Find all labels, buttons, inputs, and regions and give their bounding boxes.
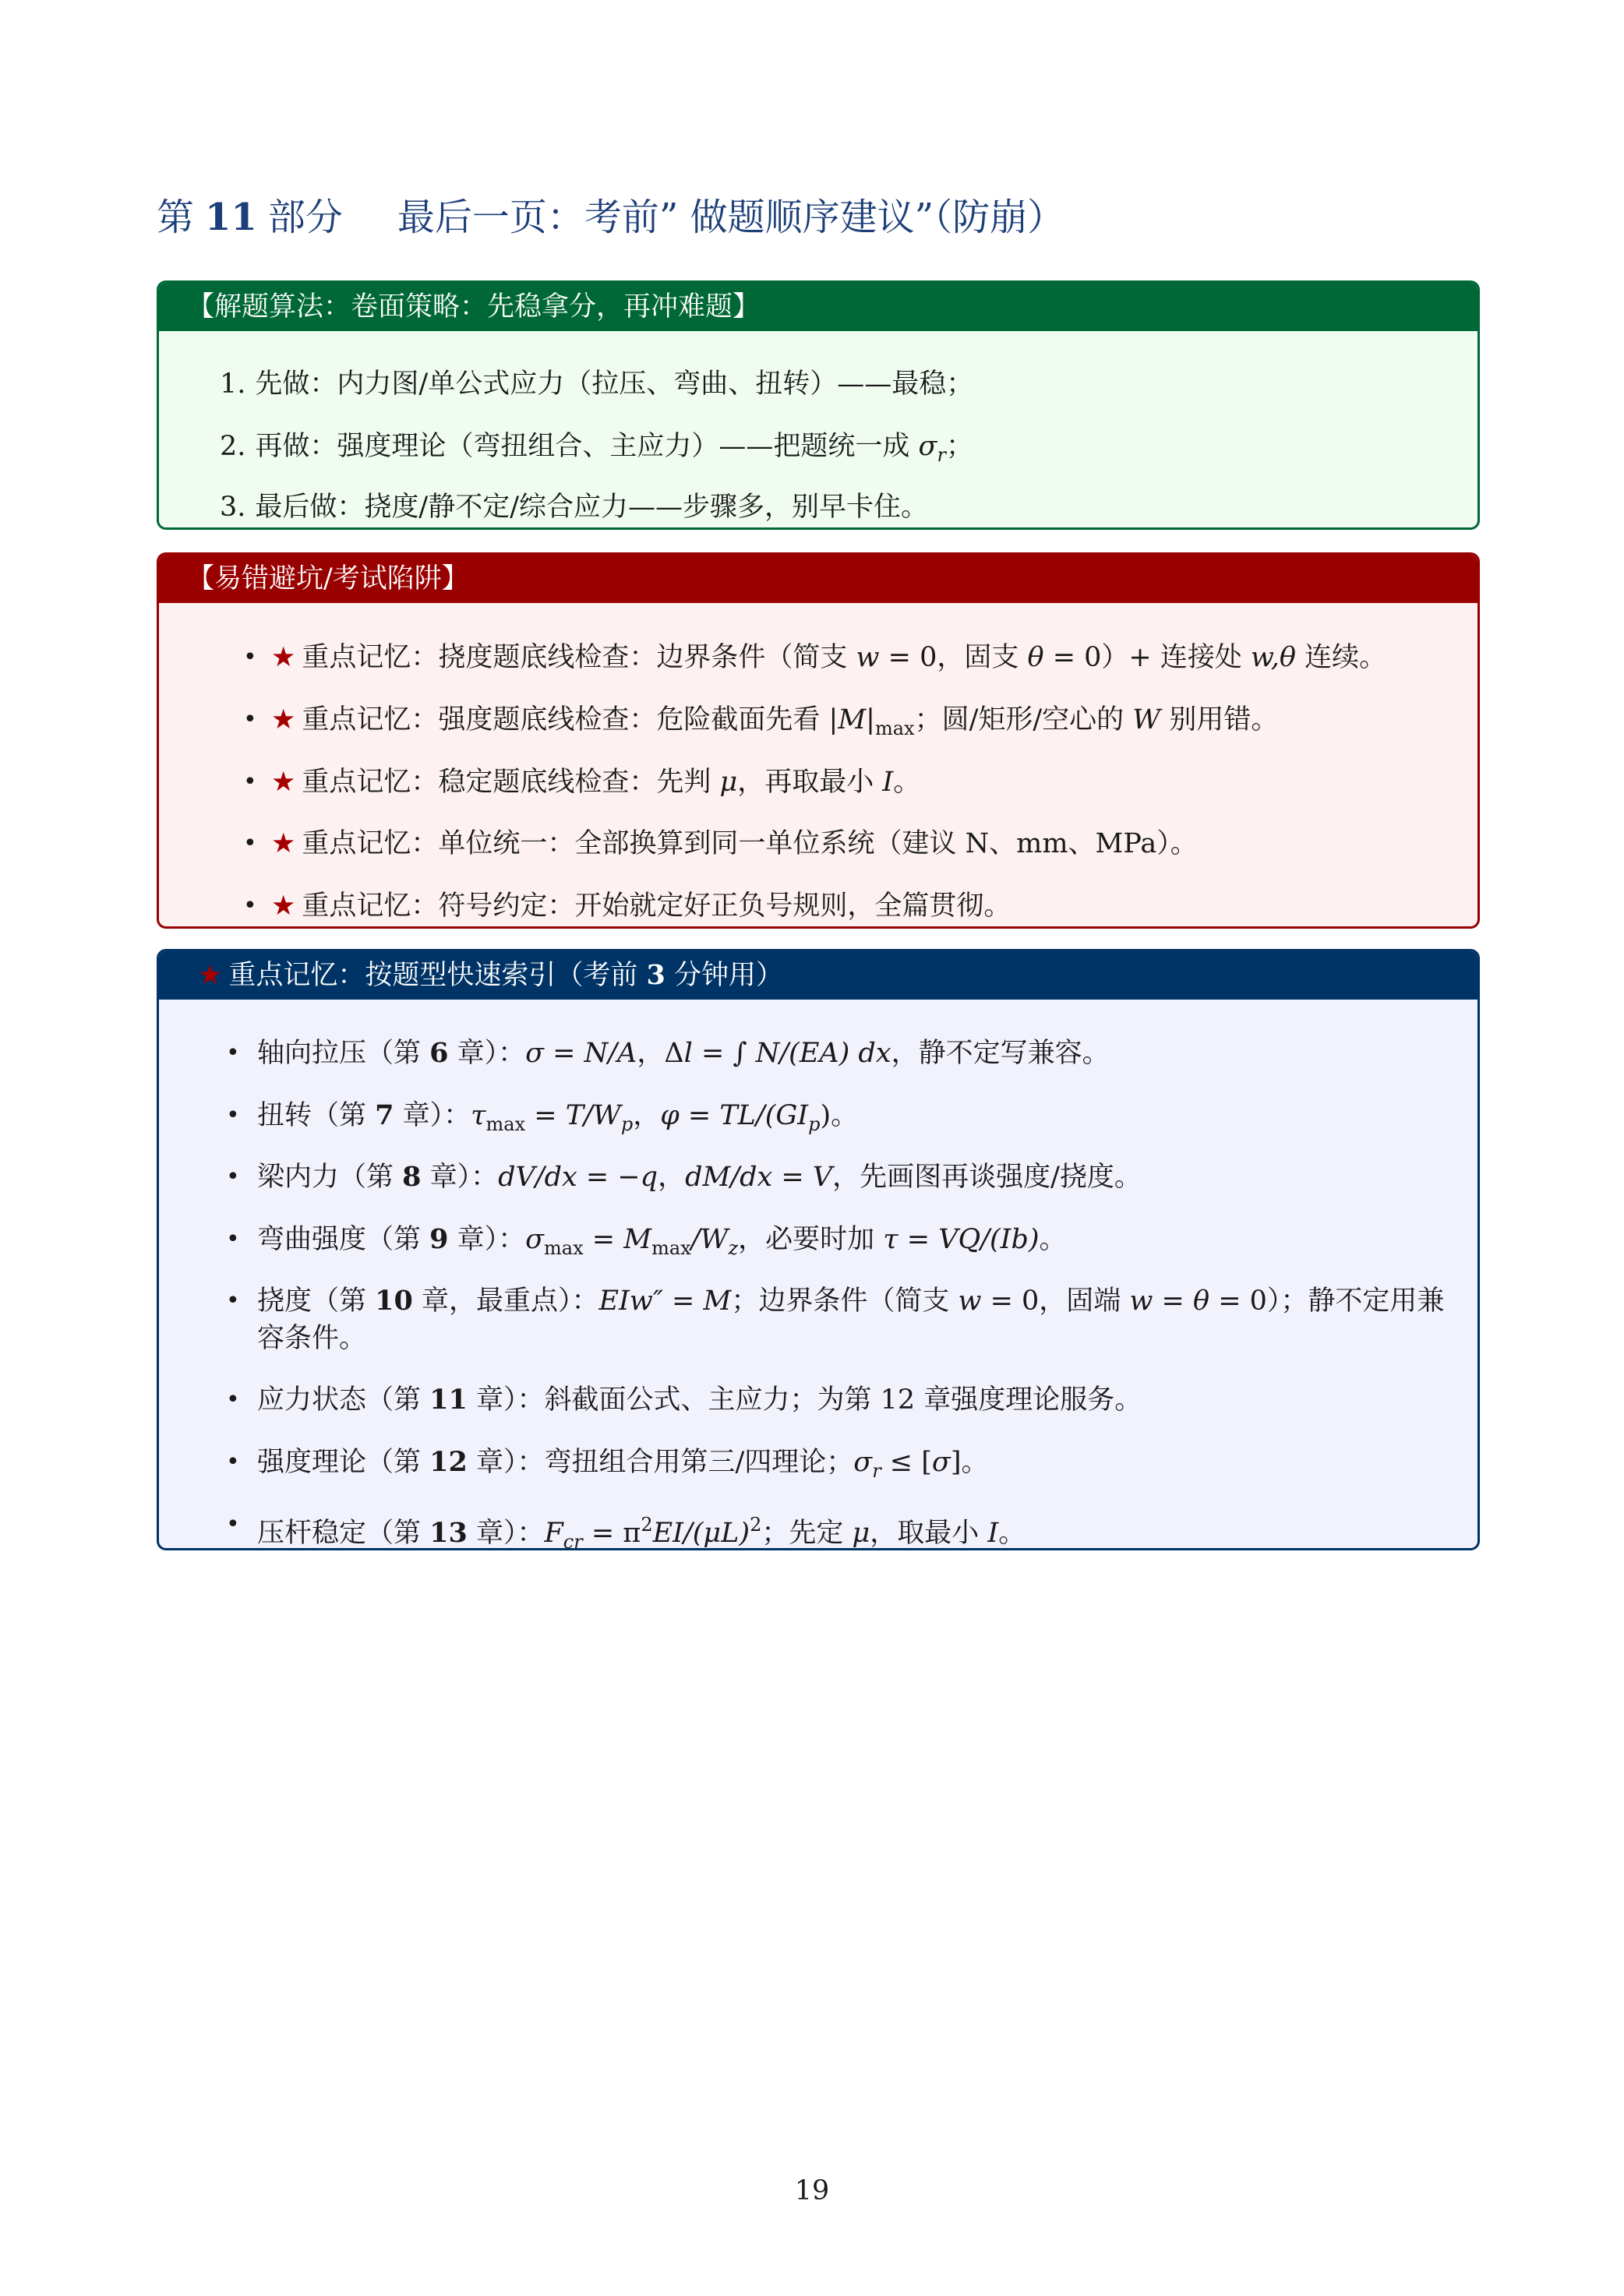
text-segment: = 0，固端 xyxy=(981,1286,1130,1317)
math-term: M xyxy=(623,1224,652,1255)
text-segment: ，先画图再谈强度/挠度。 xyxy=(832,1162,1142,1193)
text-segment: = xyxy=(679,1100,720,1131)
math-term: TL/(GI xyxy=(719,1100,809,1131)
bullet-icon: • xyxy=(226,1386,240,1413)
math-term: M xyxy=(838,704,867,735)
math-term: cr xyxy=(563,1531,583,1550)
bullet-icon: • xyxy=(243,644,257,671)
index-item xyxy=(257,1282,1457,1357)
math-term: σ xyxy=(931,1447,951,1478)
text-segment: 梁内力（第 xyxy=(257,1162,403,1193)
math-term: z xyxy=(728,1237,739,1259)
text-segment: 弯曲强度（第 xyxy=(257,1224,430,1255)
math-term: p xyxy=(808,1113,821,1135)
bullet-icon: • xyxy=(226,1102,240,1129)
quick-index-box xyxy=(157,949,1480,1550)
text-segment: 重点记忆：单位统一：全部换算到同一单位系统（建议 N、mm、MPa）。 xyxy=(302,828,1198,859)
part-number: 11 xyxy=(205,196,257,239)
math-term: σ xyxy=(525,1224,545,1255)
text-segment: 10 xyxy=(375,1285,413,1317)
math-term: w xyxy=(856,642,880,673)
page-number: 19 xyxy=(794,2175,830,2206)
math-term: T/W xyxy=(565,1100,621,1131)
math-term: VQ/(Ib) xyxy=(938,1224,1040,1255)
bullet-icon: • xyxy=(243,830,257,857)
text-segment: ，再取最小 xyxy=(737,767,883,798)
bullet-icon: • xyxy=(243,706,257,733)
math-term: w xyxy=(1129,1286,1153,1317)
math-term: r xyxy=(937,444,946,466)
index-item xyxy=(257,1506,1026,1550)
text-segment: ，静不定写兼容。 xyxy=(891,1038,1110,1069)
text-segment: 3 xyxy=(646,959,665,991)
pitfalls-box-header: 【易错避坑/考试陷阱】 xyxy=(159,555,1477,603)
numbered-item xyxy=(220,365,973,403)
math-term: φ xyxy=(660,1100,680,1131)
pitfall-item xyxy=(271,887,1011,925)
math-term: F xyxy=(544,1518,563,1549)
text-segment: ，Δ xyxy=(637,1038,684,1069)
item-number: 2. xyxy=(220,431,246,462)
bullet-icon: • xyxy=(226,1448,240,1476)
text-segment: 重点记忆：强度题底线检查：危险截面先看 | xyxy=(302,704,838,735)
index-item xyxy=(257,1035,1110,1072)
text-segment: = 0）；静不定用兼容条件。 xyxy=(257,1286,1445,1354)
pitfall-item xyxy=(271,639,1386,676)
math-term: M xyxy=(703,1286,732,1317)
text-segment: ， xyxy=(633,1100,661,1131)
text-segment: 压杆稳定（第 xyxy=(257,1518,430,1549)
bullet-icon: • xyxy=(226,1163,240,1190)
bullet-icon: • xyxy=(243,892,257,919)
math-term: l xyxy=(683,1038,693,1069)
text-segment: 先做：内力图/单公式应力（拉压、弯曲、扭转）——最稳； xyxy=(255,369,974,400)
numbered-item xyxy=(220,428,973,474)
text-segment: = xyxy=(544,1038,584,1069)
text-segment: 2 xyxy=(641,1514,653,1536)
math-term: μ xyxy=(852,1518,870,1549)
pitfalls-box xyxy=(157,552,1480,929)
text-segment: 强度理论（第 xyxy=(257,1447,430,1478)
text-segment: 别用错。 xyxy=(1160,704,1279,735)
text-segment: 章）： xyxy=(421,1162,499,1193)
bullet-icon: • xyxy=(226,1039,240,1067)
text-segment: 。 xyxy=(1039,1224,1067,1255)
text-segment: = xyxy=(583,1224,624,1255)
math-term: r xyxy=(872,1460,881,1482)
text-segment: = − xyxy=(577,1162,641,1193)
math-term: /W xyxy=(690,1224,729,1255)
text-segment: 章）： xyxy=(467,1518,545,1549)
section-title xyxy=(157,187,1064,241)
math-term: I xyxy=(987,1518,999,1549)
text-segment: 挠度（第 xyxy=(257,1286,376,1317)
math-term: N/(EA) dx xyxy=(755,1038,891,1069)
text-segment: 9 xyxy=(429,1223,449,1255)
math-term: V xyxy=(812,1162,833,1193)
text-segment: ，取最小 xyxy=(870,1518,988,1549)
math-term: I xyxy=(882,767,894,798)
text-segment: 扭转（第 xyxy=(257,1100,376,1131)
text-segment: 连续。 xyxy=(1296,642,1387,673)
text-segment: = π xyxy=(582,1518,641,1549)
text-segment: 章）：斜截面公式、主应力；为第 12 章强度理论服务。 xyxy=(467,1384,1142,1416)
math-term: EIw″ xyxy=(598,1286,663,1317)
pitfall-item xyxy=(271,825,1198,862)
text-segment: = xyxy=(772,1162,813,1193)
index-item xyxy=(257,1381,1142,1419)
item-number: 1. xyxy=(220,369,246,400)
text-segment: max xyxy=(651,1237,691,1259)
text-segment: max xyxy=(485,1113,526,1135)
math-term: p xyxy=(620,1113,634,1135)
text-segment: 2 xyxy=(750,1514,762,1536)
bullet-icon: • xyxy=(243,768,257,795)
text-segment: = 0）+ 连接处 xyxy=(1043,642,1251,673)
math-term: θ xyxy=(1027,642,1044,673)
strategy-box xyxy=(157,280,1480,530)
text-segment: 7 xyxy=(375,1099,394,1131)
bullet-icon: • xyxy=(226,1226,240,1253)
pitfall-item xyxy=(271,764,920,801)
math-term: w xyxy=(958,1286,982,1317)
text-segment: 6 xyxy=(429,1037,449,1069)
text-segment: | xyxy=(866,704,875,735)
text-segment: = xyxy=(662,1286,704,1317)
math-term: θ xyxy=(1192,1286,1210,1317)
text-segment: 11 xyxy=(429,1384,468,1416)
text-segment: 应力状态（第 xyxy=(257,1384,430,1416)
text-segment: 轴向拉压（第 xyxy=(257,1038,430,1069)
math-term: w,θ xyxy=(1251,642,1297,673)
text-segment: = xyxy=(1153,1286,1193,1317)
star-icon: ★ xyxy=(271,767,296,798)
pitfall-item xyxy=(271,701,1278,747)
index-item xyxy=(257,1444,988,1490)
text-segment: = xyxy=(898,1224,939,1255)
index-item xyxy=(257,1221,1067,1267)
text-segment: ≤ [ xyxy=(881,1447,932,1478)
text-segment: 重点记忆：按题型快速索引（考前 xyxy=(228,960,647,991)
text-segment: 章）：弯扭组合用第三/四理论； xyxy=(467,1447,854,1478)
text-segment: 。 xyxy=(998,1518,1026,1549)
text-segment: 重点记忆：符号约定：开始就定好正负号规则，全篇贯彻。 xyxy=(302,891,1011,922)
math-term: μ xyxy=(719,767,738,798)
bullet-icon: • xyxy=(226,1511,240,1538)
math-term: dV/dx xyxy=(498,1162,577,1193)
text-segment: max xyxy=(874,718,915,739)
math-term: q xyxy=(640,1162,658,1193)
text-segment: )。 xyxy=(820,1100,859,1131)
text-segment: ]。 xyxy=(950,1447,989,1478)
title-text: 最后一页：考前” 做题顺序建议”（防崩） xyxy=(397,196,1065,239)
item-number: 3. xyxy=(220,492,246,523)
math-term: N/A xyxy=(584,1038,637,1069)
text-segment: ； xyxy=(945,431,973,462)
star-icon: ★ xyxy=(271,891,296,922)
star-icon: ★ xyxy=(271,704,296,735)
text-segment: = xyxy=(525,1100,566,1131)
text-segment: ，必要时加 xyxy=(738,1224,884,1255)
text-segment: 最后做：挠度/静不定/综合应力——步骤多，别早卡住。 xyxy=(255,492,928,523)
part-prefix: 第 xyxy=(157,196,195,239)
star-icon: ★ xyxy=(271,642,296,673)
star-icon: ★ xyxy=(198,960,223,991)
math-term: τ xyxy=(471,1100,486,1131)
part-suffix: 部分 xyxy=(267,196,343,239)
text-segment: ；边界条件（简支 xyxy=(731,1286,959,1317)
text-segment: max xyxy=(544,1237,584,1259)
text-segment: 12 xyxy=(429,1446,468,1478)
text-segment: 。 xyxy=(893,767,921,798)
text-segment: ；圆/矩形/空心的 xyxy=(914,704,1133,735)
text-segment: 分钟用） xyxy=(665,960,784,991)
index-item xyxy=(257,1159,1142,1196)
math-term: σ xyxy=(853,1447,873,1478)
math-term: τ xyxy=(883,1224,898,1255)
strategy-box-header: 【解题算法：卷面策略：先稳拿分，再冲难题】 xyxy=(159,283,1477,331)
text-segment: 再做：强度理论（弯扭组合、主应力）——把题统一成 xyxy=(255,431,919,462)
text-segment: = 0，固支 xyxy=(879,642,1028,673)
text-segment: = ∫ xyxy=(692,1038,756,1069)
text-segment: 章）： xyxy=(394,1100,471,1131)
text-segment: ， xyxy=(658,1162,686,1193)
text-segment: 重点记忆：挠度题底线检查：边界条件（简支 xyxy=(302,642,856,673)
numbered-item xyxy=(220,488,928,526)
quick-index-box-header xyxy=(159,951,1477,1000)
math-term: W xyxy=(1132,704,1161,735)
text-segment: 13 xyxy=(429,1517,468,1549)
math-term: dM/dx xyxy=(685,1162,773,1193)
text-segment: 8 xyxy=(402,1161,422,1193)
math-term: σ xyxy=(918,431,937,462)
text-segment: 章）： xyxy=(448,1038,526,1069)
text-segment: 重点记忆：稳定题底线检查：先判 xyxy=(302,767,720,798)
text-segment: ；先定 xyxy=(761,1518,853,1549)
index-item xyxy=(257,1097,858,1143)
text-segment: 章，最重点）： xyxy=(412,1286,599,1317)
text-segment: 章）： xyxy=(448,1224,526,1255)
bullet-icon: • xyxy=(226,1287,240,1314)
star-icon: ★ xyxy=(271,828,296,859)
math-term: EI/(μL) xyxy=(652,1518,750,1549)
math-term: σ xyxy=(525,1038,545,1069)
